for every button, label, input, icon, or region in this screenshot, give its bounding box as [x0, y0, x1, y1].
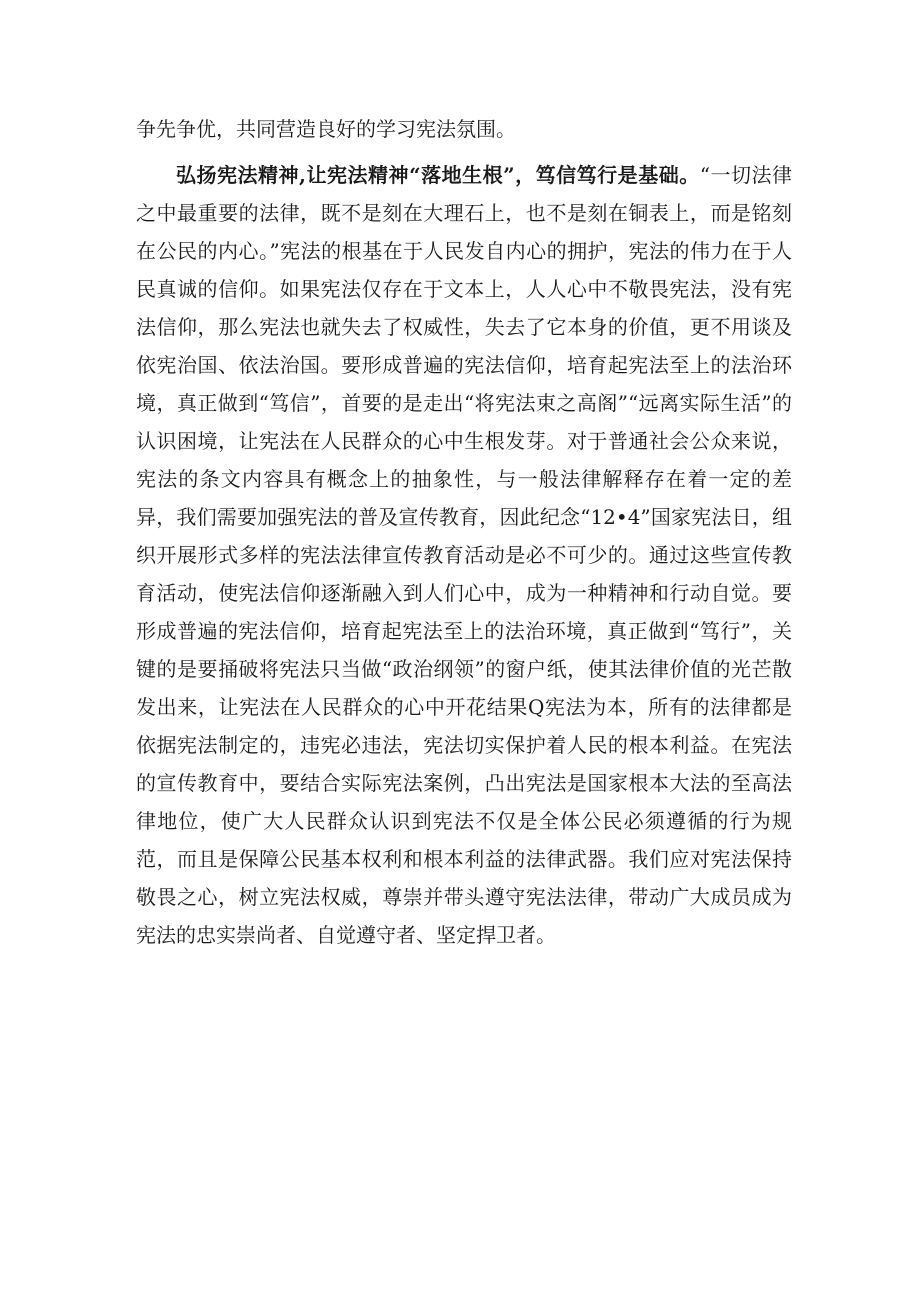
- paragraph-body-text: “一切法律之中最重要的法律，既不是刻在大理石上，也不是刻在铜表上，而是铭刻在公民的内心。”宪法的根基在于人民发自内心的拥护，宪法的伟力在于人民真诚的信仰。如果宪法仅存在于文本上，人人心中不敬畏宪法，没有宪法信仰，那么宪法也就失去了权威性，失去了它本身的价值，更不用谈及依宪治国、依法治国。要形成普遍的宪法信仰，培育起宪法至上的法治环境，真正做到“笃信”，首要的是走出“将宪法束之高阁”“远离实际生活”的认识困境，让宪法在人民群众的心中生根发芽。对于普通社会公众来说，宪法的条文内容具有概念上的抽象性，与一般法律解释存在着一定的差异，我们需要加强宪法的普及宣传教育，因此纪念“12•4”国家宪法日，组织开展形式多样的宪法法律宣传教育活动是必不可少的。通过这些宣传教育活动，使宪法信仰逐渐融入到人们心中，成为一种精神和行动自觉。要形成普遍的宪法信仰，培育起宪法至上的法治环境，真正做到“笃行”，关键的是要捅破将宪法只当做“政治纲领”的窗户纸，使其法律价值的光芒散发出来，让宪法在人民群众的心中开花结果Q宪法为本，所有的法律都是依据宪法制定的，违宪必违法，宪法切实保护着人民的根本利益。在宪法的宣传教育中，要结合实际宪法案例，凸出宪法是国家根本大法的至高法律地位，使广大人民群众认识到宪法不仅是全体公民必须遵循的行为规范，而且是保障公民基本权利和根本利益的法律武器。我们应对宪法保持敬畏之心，树立宪法权威，尊崇并带头遵守宪法法律，带动广大成员成为宪法的忠实崇尚者、自觉遵守者、坚定捍卫者。: [136, 163, 792, 947]
- paragraph-main: [136, 156, 792, 954]
- paragraph-continuation: 争先争优，共同营造良好的学习宪法氛围。: [136, 117, 516, 141]
- paragraph-lead-sentence: 弘扬宪法精神,让宪法精神“落地生根”，笃信笃行是基础。: [176, 163, 700, 187]
- document-page: [136, 110, 792, 954]
